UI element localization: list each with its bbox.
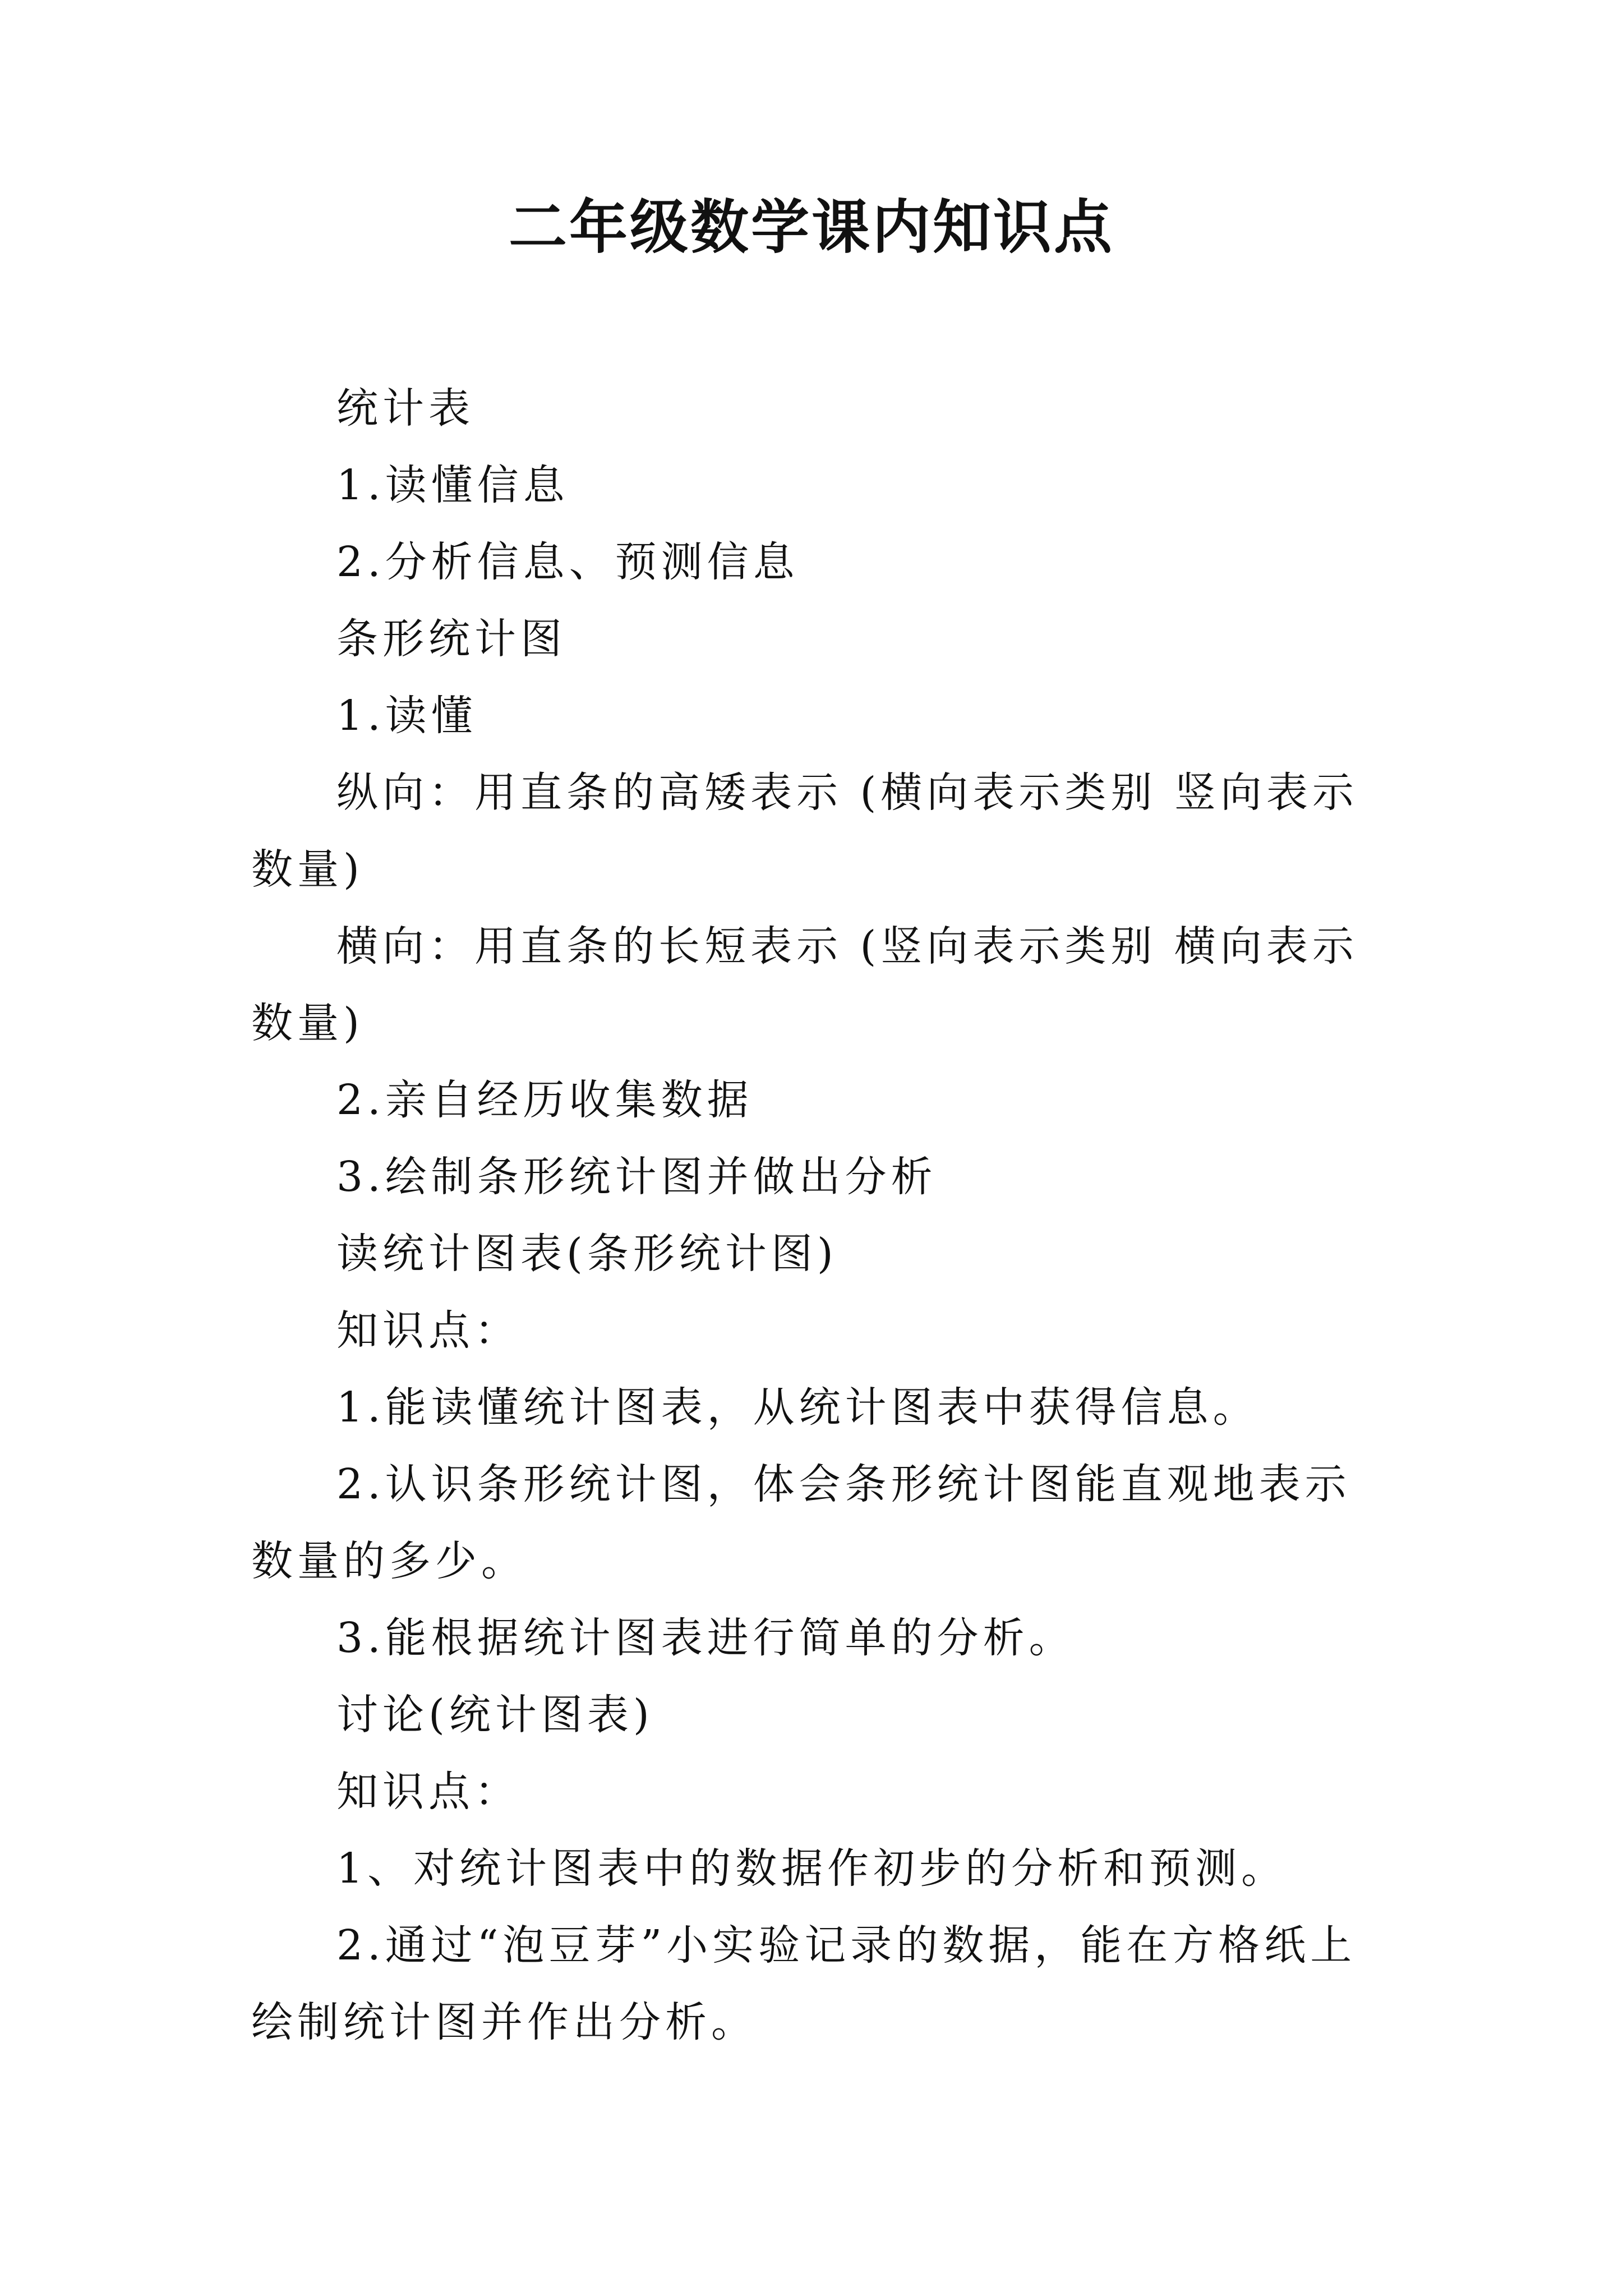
list-item: 2.分析信息、预测信息	[336, 538, 799, 586]
knowledge-label: 知识点：	[336, 1768, 520, 1816]
list-item: 1.读懂信息	[336, 461, 569, 509]
list-item: 1、对统计图表中的数据作初步的分析和预测。	[336, 1844, 1288, 1893]
paragraph-vertical: 纵向：用直条的高矮表示 (横向表示类别 竖向表示数量)	[251, 769, 1358, 894]
heading-read-charts: 读统计图表(条形统计图)	[336, 1230, 838, 1278]
heading-bar-chart: 条形统计图	[336, 615, 566, 663]
heading-discussion: 讨论(统计图表)	[336, 1691, 654, 1739]
list-item: 3.绘制条形统计图并做出分析	[336, 1153, 937, 1201]
list-item: 1.读懂	[336, 692, 477, 740]
heading-statistics-table: 统计表	[336, 384, 474, 432]
document-body	[251, 370, 1378, 2061]
paragraph-horizontal: 横向：用直条的长短表示 (竖向表示类别 横向表示数量)	[251, 922, 1358, 1047]
list-item: 2.亲自经历收集数据	[336, 1076, 753, 1124]
list-item: 2.通过“泡豆芽”小实验记录的数据，能在方格纸上绘制统计图并作出分析。	[251, 1921, 1357, 2046]
knowledge-label: 知识点：	[336, 1306, 520, 1355]
list-item: 1.能读懂统计图表，从统计图表中获得信息。	[336, 1383, 1259, 1432]
list-item: 2.认识条形统计图，体会条形统计图能直观地表示数量的多少。	[251, 1460, 1351, 1585]
list-item: 3.能根据统计图表进行简单的分析。	[336, 1614, 1075, 1662]
document-title: 二年级数学课内知识点	[508, 193, 1114, 261]
